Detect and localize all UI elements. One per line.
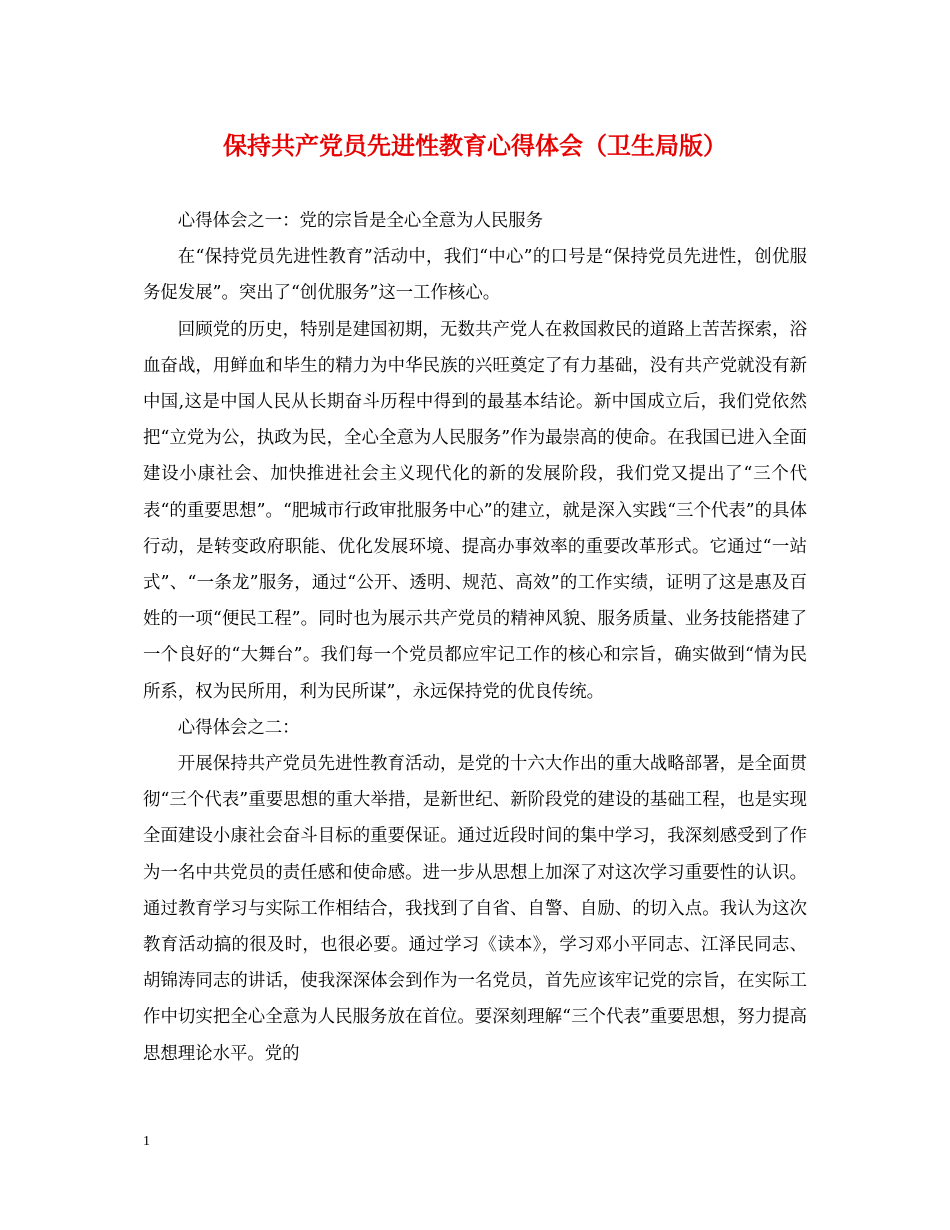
page-number: 1 [143,1134,150,1149]
paragraph: 回顾党的历史，特别是建国初期，无数共产党人在救国救民的道路上苦苦探索，浴血奋战，用鲜血和毕生的精力为中华民族的兴旺奠定了有力基础，没有共产党就没有新中国,这是中国人民从长期奋斗历程中得到的最基本结论。新中国成立后，我们党依然把“立党为公，执政为民，全心全意为人民服务”作为最崇高的使命。在我国已进入全面建设小康社会、加快推进社会主义现代化的新的发展阶段，我们党又提出了“三个代表“的重要思想”。“肥城市行政审批服务中心”的建立，就是深入实践“三个代表”的具体行动，是转变政府职能、优化发展环境、提高办事效率的重要改革形式。它通过“一站式”、“一条龙”服务，通过“公开、透明、规范、高效”的工作实绩，证明了这是惠及百姓的一项“便民工程”。同时也为展示共产党员的精神风貌、服务质量、业务技能搭建了一个良好的“大舞台”。我们每一个党员都应牢记工作的核心和宗旨，确实做到“情为民所系，权为民所用，利为民所谋”，永远保持党的优良传统。 [143,319,807,702]
paragraph: 心得体会之二： [177,717,300,738]
paragraph: 开展保持共产党员先进性教育活动，是党的十六大作出的重大战略部署，是全面贯彻“三个代表”重要思想的重大举措，是新世纪、新阶段党的建设的基础工程，也是实现全面建设小康社会奋斗目标的重要保证。通过近段时间的集中学习，我深刻感受到了作为一名中共党员的责任感和使命感。进一步从思想上加深了对这次学习重要性的认识。通过教育学习与实际工作相结合，我找到了自省、自警、自励、的切入点。我认为这次教育活动搞的很及时，也很必要。通过学习《读本》，学习邓小平同志、江泽民同志、胡锦涛同志的讲话，使我深深体会到作为一名党员，首先应该牢记党的宗旨，在实际工作中切实把全心全意为人民服务放在首位。要深刻理解“三个代表”重要思想，努力提高思想理论水平。党的 [143,754,807,1064]
paragraph: 在“保持党员先进性教育”活动中，我们“中心”的口号是“保持党员先进性，创优服务促发展”。突出了“创优服务”这一工作核心。 [143,247,807,304]
document-title: 保持共产党员先进性教育心得体会（卫生局版） [223,131,727,160]
paragraph: 心得体会之一：党的宗旨是全心全意为人民服务 [177,211,544,231]
document-body [143,203,807,1072]
